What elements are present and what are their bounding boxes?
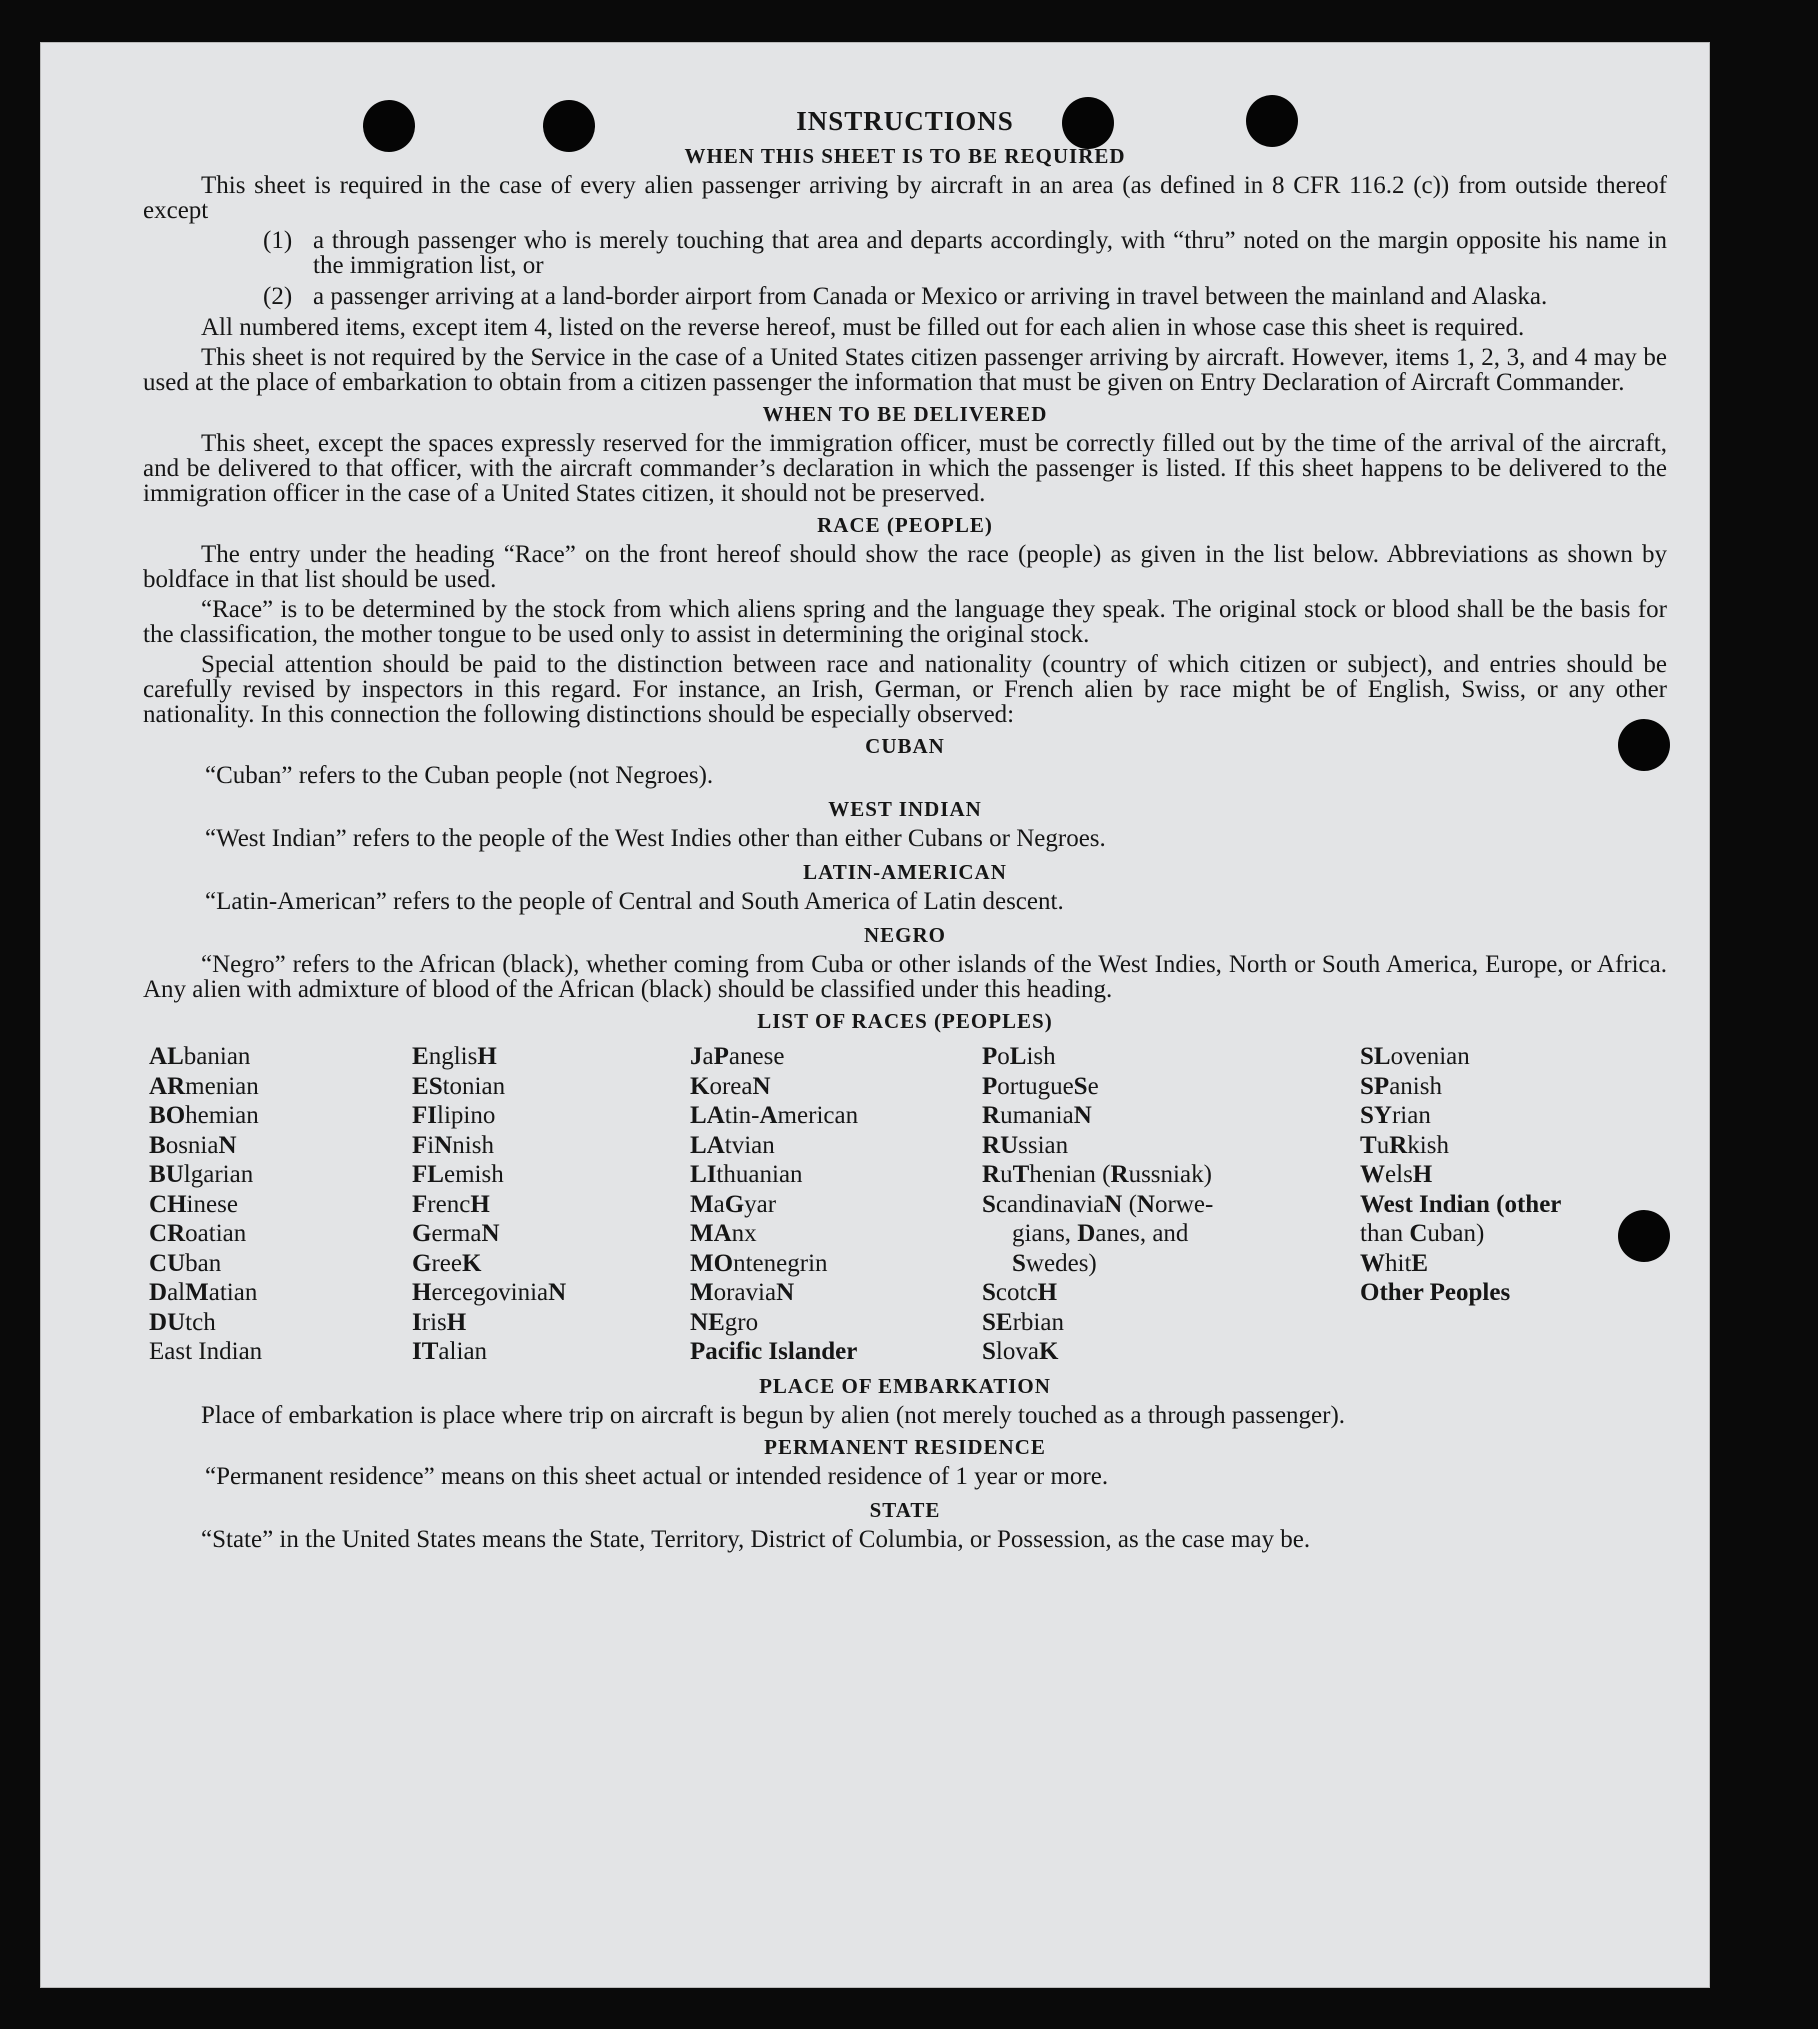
race-entry: MOntenegrin — [690, 1249, 828, 1277]
race-entry: FIlipino — [412, 1102, 496, 1129]
race-entry: SYrian — [1360, 1102, 1431, 1129]
section-heading-required: WHEN THIS SHEET IS TO BE REQUIRED — [684, 144, 1126, 168]
race-entry: ScandinaviaN (Norwe- — [982, 1190, 1214, 1218]
race-entry: EnglisH — [412, 1043, 497, 1070]
race-entry: PoLish — [982, 1043, 1056, 1070]
race-entry-continuation: gians, Danes, and — [1012, 1220, 1189, 1247]
section-heading-list: LIST OF RACES (PEOPLES) — [757, 1009, 1053, 1033]
race-entry: BUlgarian — [149, 1161, 254, 1188]
instructions-content — [143, 105, 1667, 1557]
delivered-paragraph: This sheet, except the spaces expressly reserved for the immigration officer, must be correctly filled out by the time of the arrival of the aircraft, and be delivered to that officer, with the aircraft commander’s declaration in which the passenger is listed. If this sheet happens to be delivered to the immigration officer in the case of a United States citizen, it should not be preserved. — [143, 430, 1667, 507]
race-entry: WhitE — [1360, 1249, 1429, 1277]
races-list — [149, 1042, 1667, 1367]
residence-definition: “Permanent residence” means on this sheet actual or intended residence of 1 year or more. — [205, 1462, 1109, 1490]
race-entry: ITalian — [412, 1338, 488, 1365]
section-heading-embarkation: PLACE OF EMBARKATION — [759, 1373, 1051, 1398]
exception-item-number: (2) — [263, 283, 293, 310]
race-paragraph-2: “Race” is to be determined by the stock from which aliens spring and the language they speak. The original stock or blood shall be the basis for the classification, the mother tongue to be used only to assist in determining the original stock. — [143, 596, 1667, 648]
race-entry: SLovenian — [1360, 1043, 1470, 1070]
races-column — [690, 1042, 982, 1367]
race-entry: ALbanian — [149, 1043, 251, 1070]
race-entry: CHinese — [149, 1190, 238, 1218]
section-heading-west-indian: WEST INDIAN — [828, 797, 982, 821]
races-column — [412, 1042, 690, 1367]
section-heading-latin-american: LATIN-AMERICAN — [803, 860, 1007, 884]
race-entry: DUtch — [149, 1308, 216, 1336]
section-heading-delivered: WHEN TO BE DELIVERED — [762, 402, 1048, 426]
race-entry: SErbian — [982, 1308, 1064, 1336]
race-entry: West Indian (other — [1360, 1190, 1562, 1218]
race-entry: MAnx — [690, 1220, 757, 1247]
race-entry: RumaniaN — [982, 1102, 1092, 1129]
race-entry: Other Peoples — [1360, 1279, 1511, 1306]
race-entry: TuRkish — [1360, 1131, 1449, 1159]
race-paragraph-3: Special attention should be paid to the distinction between race and nationality (country of which citizen or subject), and entries should be carefully revised by inspectors in this regard. For instance, an Irish, German, or French alien by race might be of English, Swiss, or any other nationality. In this connection the following distinctions should be especially observed: — [143, 651, 1667, 728]
race-entry: ARmenian — [149, 1072, 259, 1100]
race-entry: KoreaN — [690, 1072, 771, 1100]
race-entry: HercegoviniaN — [412, 1279, 567, 1306]
required-paragraph-1: This sheet is required in the case of every alien passenger arriving by aircraft in an area (as defined in 8 CFR 116.2 (c)) from outside thereof except — [143, 172, 1667, 224]
race-entry: DalMatian — [149, 1279, 258, 1306]
west-indian-definition: “West Indian” refers to the people of the West Indies other than either Cubans or Negroes. — [205, 825, 1106, 852]
race-entry: LAtvian — [690, 1131, 775, 1159]
race-entry: CUban — [149, 1249, 222, 1277]
latin-american-definition: “Latin-American” refers to the people of Central and South America of Latin descent. — [205, 888, 1064, 915]
race-entry: IrisH — [412, 1308, 467, 1336]
section-heading-negro: NEGRO — [863, 923, 946, 947]
race-entry: East Indian — [149, 1338, 263, 1365]
race-entry: LAtin-American — [690, 1102, 859, 1129]
race-entry: LIthuanian — [690, 1161, 803, 1188]
exception-item-text: a passenger arriving at a land-border airport from Canada or Mexico or arriving in travel between the mainland and Alaska. — [313, 283, 1548, 310]
races-column — [149, 1042, 412, 1367]
race-entry: JaPanese — [690, 1043, 785, 1070]
negro-definition: “Negro” refers to the African (black), whether coming from Cuba or other islands of the West Indies, North or South America, Europe, or Africa. Any alien with admixture of blood of the African (black) should be classified under this heading. — [143, 951, 1667, 1003]
races-column — [1360, 1042, 1630, 1367]
race-entry: CRoatian — [149, 1220, 247, 1247]
state-definition: “State” in the United States means the State, Territory, District of Columbia, or Possession, as the case may be. — [201, 1525, 1311, 1553]
exception-item-number: (1) — [263, 227, 293, 254]
race-entry: SlovaK — [982, 1338, 1059, 1365]
section-heading-cuban: CUBAN — [865, 734, 945, 758]
exception-item-text: a through passenger who is merely touching that area and departs accordingly, with “thru” noted on the margin opposite his name in the immigration list, or — [313, 227, 1667, 279]
race-entry: Pacific Islander — [690, 1338, 858, 1365]
section-heading-residence: PERMANENT RESIDENCE — [764, 1434, 1046, 1459]
race-entry: BosniaN — [149, 1131, 237, 1159]
required-paragraph-2: All numbered items, except item 4, listed on the reverse hereof, must be filled out for each alien in whose case this sheet is required. — [201, 314, 1525, 341]
race-entry: GreeK — [412, 1249, 482, 1277]
embarkation-definition: Place of embarkation is place where trip on aircraft is begun by alien (not merely touched as a through passenger). — [201, 1401, 1346, 1429]
race-entry: BOhemian — [149, 1102, 259, 1129]
cuban-definition: “Cuban” refers to the Cuban people (not Negroes). — [205, 762, 714, 789]
race-entry: FiNnish — [412, 1131, 494, 1159]
race-entry: MaGyar — [690, 1190, 777, 1218]
race-entry: FrencH — [412, 1190, 490, 1218]
race-entry: SPanish — [1360, 1072, 1442, 1100]
race-entry: PortugueSe — [982, 1072, 1099, 1100]
race-entry: EStonian — [412, 1072, 506, 1100]
section-heading-race: RACE (PEOPLE) — [817, 513, 993, 537]
race-entry: MoraviaN — [690, 1279, 795, 1306]
page-title: INSTRUCTIONS — [796, 106, 1014, 136]
race-entry-continuation: than Cuban) — [1360, 1220, 1485, 1247]
race-entry: GermaN — [412, 1220, 500, 1247]
race-paragraph-1: The entry under the heading “Race” on the front hereof should show the race (people) as given in the list below. Abbreviations as shown by boldface in that list should be used. — [143, 541, 1667, 593]
section-heading-state: STATE — [869, 1497, 941, 1522]
exception-item — [143, 228, 1667, 278]
race-entry: WelsH — [1360, 1161, 1433, 1188]
race-entry: RuThenian (Russniak) — [982, 1161, 1212, 1188]
race-entry: NEgro — [690, 1308, 759, 1336]
exception-item — [143, 284, 1667, 309]
races-column — [982, 1042, 1360, 1367]
race-entry: FLemish — [412, 1161, 504, 1188]
required-paragraph-3: This sheet is not required by the Service in the case of a United States citizen passenger arriving by aircraft. However, items 1, 2, 3, and 4 may be used at the place of embarkation to obtain from a citizen passenger the information that must be given on Entry Declaration of Aircraft Commander. — [143, 344, 1667, 396]
race-entry: RUssian — [982, 1131, 1069, 1159]
document-sheet — [40, 42, 1710, 1988]
race-entry: ScotcH — [982, 1279, 1058, 1306]
race-entry-continuation: Swedes) — [1012, 1249, 1097, 1277]
